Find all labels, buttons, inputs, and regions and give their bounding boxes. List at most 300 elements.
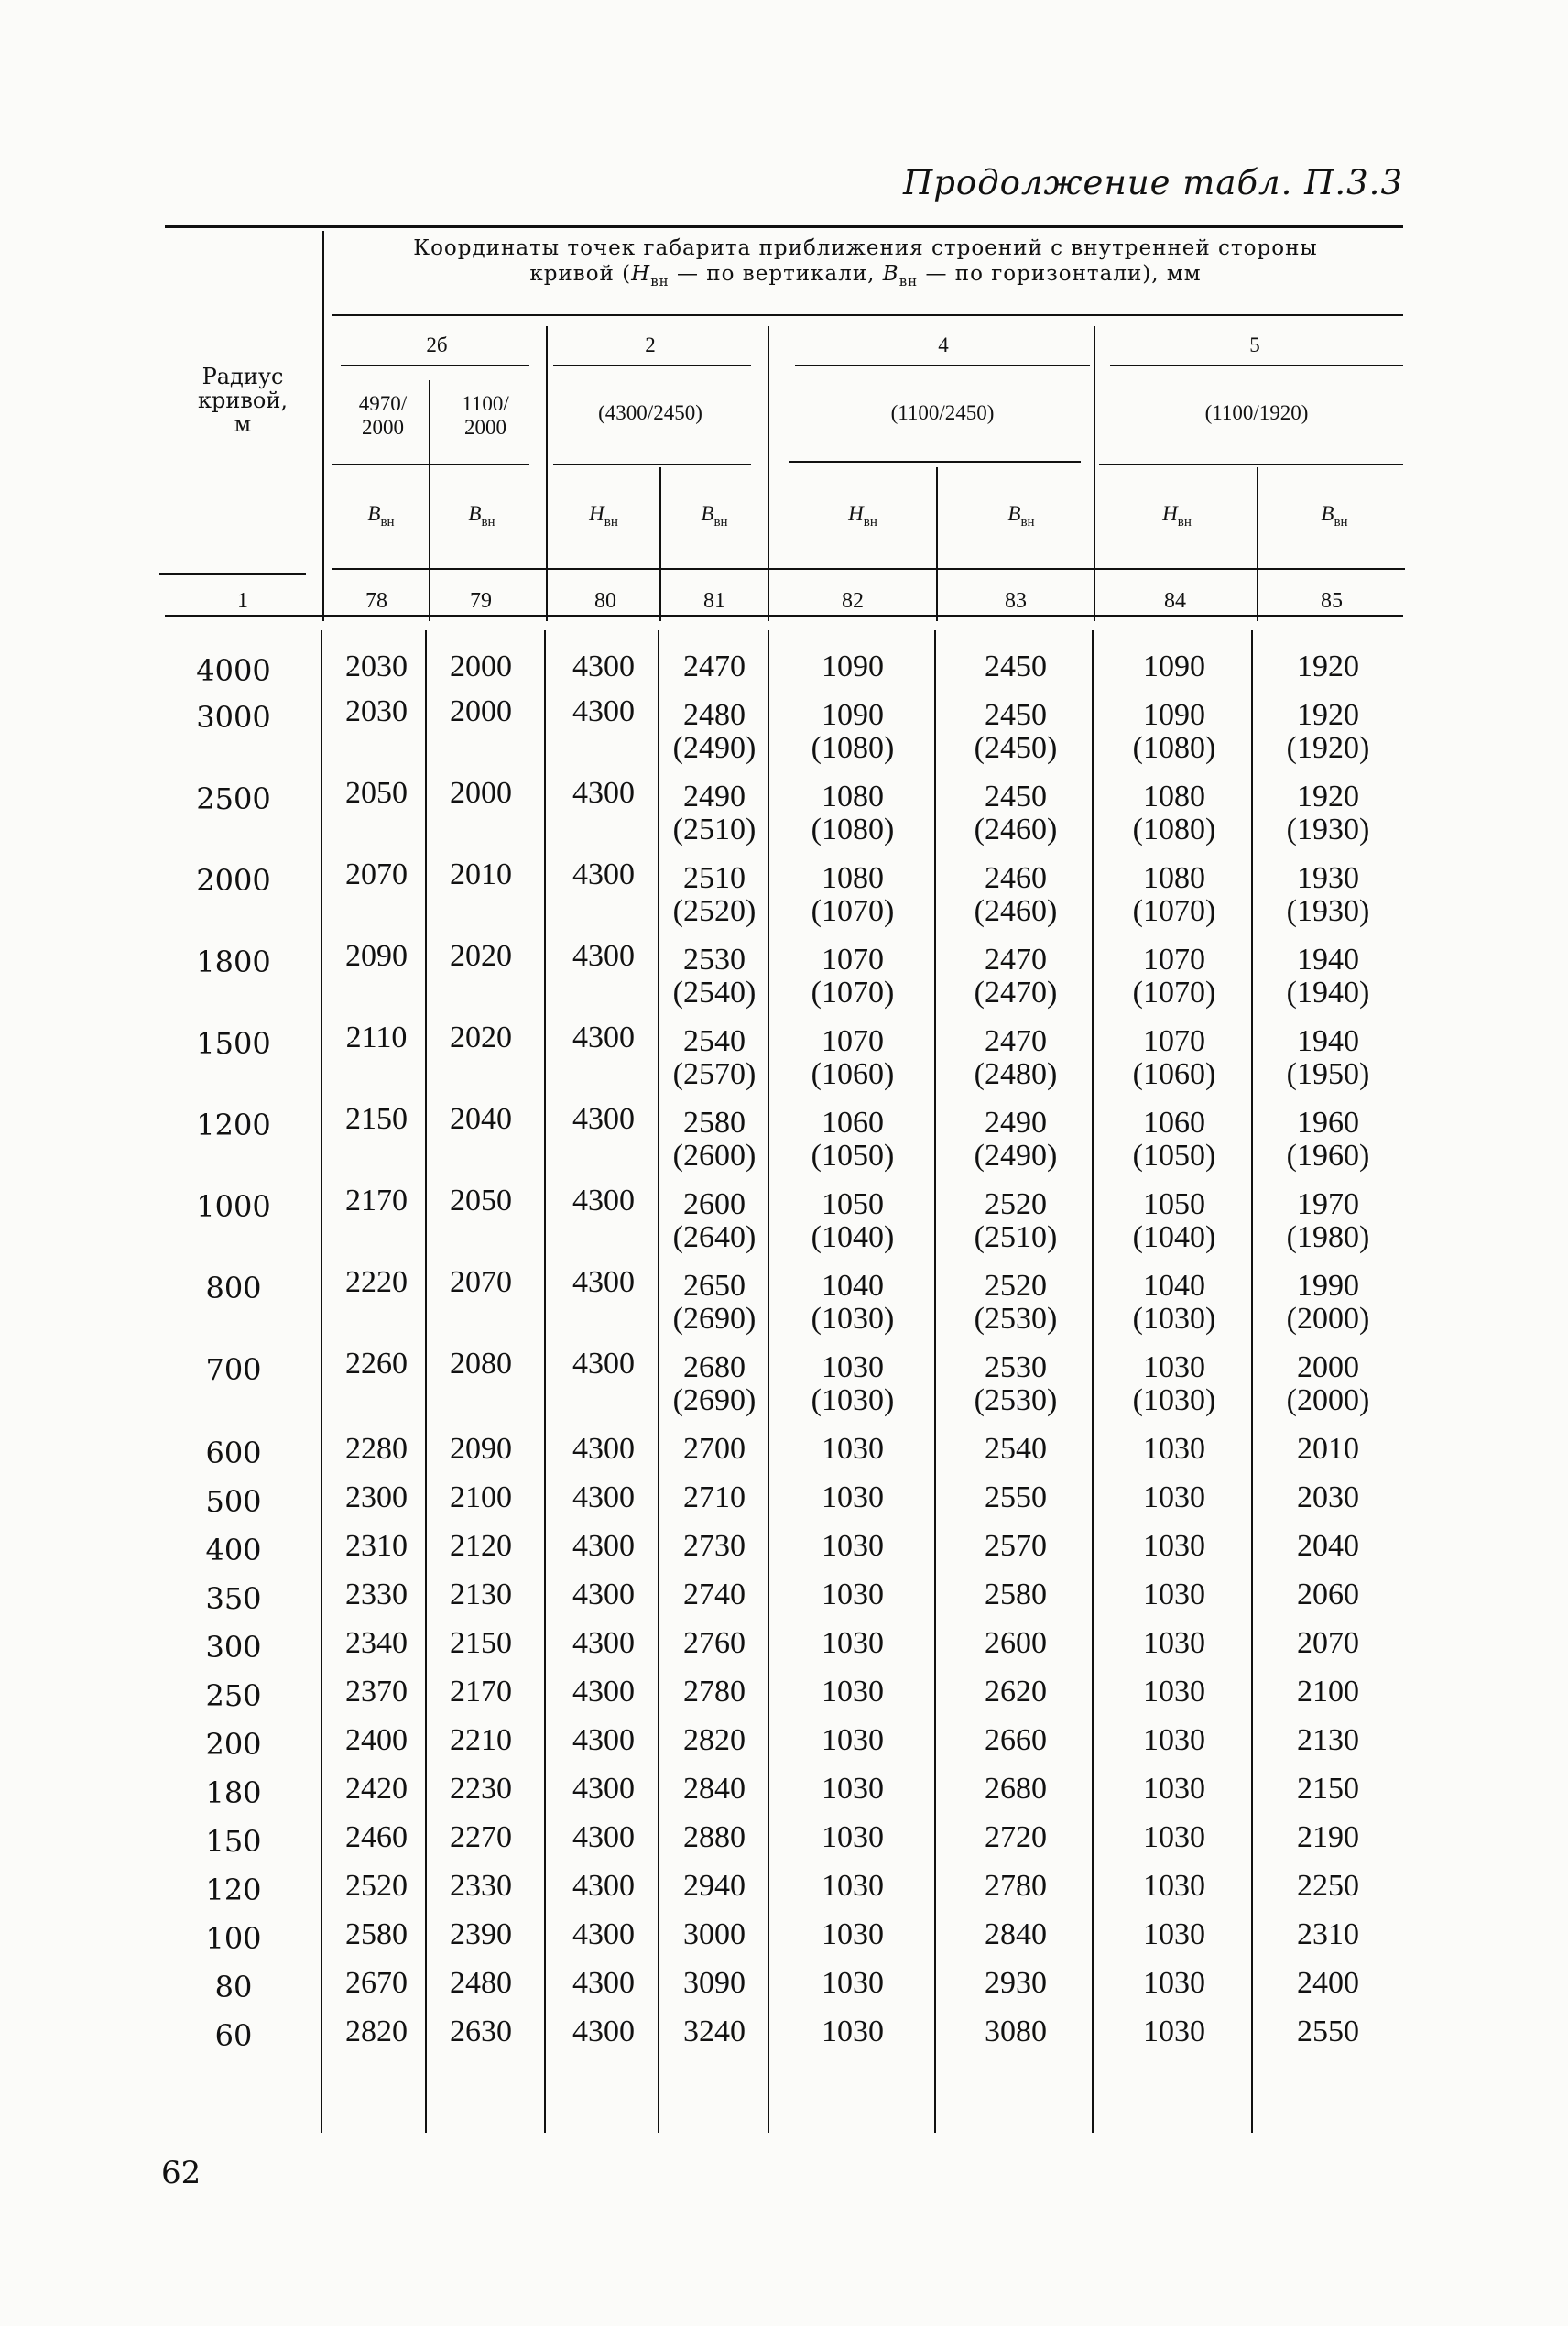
table-cell xyxy=(661,781,768,846)
cell-line: 1030 xyxy=(1143,1723,1205,1757)
table-cell xyxy=(938,1188,1094,1254)
cell-line: 2740 xyxy=(683,1578,746,1611)
table-cell xyxy=(548,1021,659,1054)
cell-line: (2490) xyxy=(672,731,757,765)
dim-1100-2450: (1100/2450) xyxy=(890,401,995,424)
table-cell xyxy=(1255,944,1401,1010)
table-cell xyxy=(938,1481,1094,1514)
cell-line: (2530) xyxy=(974,1383,1058,1417)
row-radius: 60 xyxy=(214,2018,253,2053)
cell-line: 2020 xyxy=(450,1021,512,1054)
table-cell xyxy=(938,1627,1094,1660)
cell-line: 2370 xyxy=(345,1675,408,1709)
table-cell xyxy=(661,944,768,1010)
cell-line: 2490 xyxy=(985,1106,1047,1140)
table-cell xyxy=(661,1578,768,1611)
cell-line: 1030 xyxy=(822,1480,884,1514)
cell-line: 2490 xyxy=(683,780,746,814)
table-cell xyxy=(938,862,1094,928)
cell-line: 1030 xyxy=(1143,1917,1205,1951)
table-cell xyxy=(1255,1270,1401,1336)
cell-line: 2310 xyxy=(1297,1917,1359,1951)
table-cell xyxy=(771,1270,934,1336)
dim-rule xyxy=(1099,464,1403,465)
cell-line: 1060 xyxy=(1143,1106,1205,1140)
cell-line: 4300 xyxy=(572,1869,635,1903)
vline xyxy=(768,326,769,621)
cell-line: 1030 xyxy=(822,1626,884,1660)
cell-line: 1030 xyxy=(822,1723,884,1757)
table-cell xyxy=(661,1724,768,1757)
vline xyxy=(425,630,427,2133)
table-cell xyxy=(938,1025,1094,1091)
table-cell xyxy=(938,944,1094,1010)
cell-line: 1920 xyxy=(1297,650,1359,683)
cell-line: (1030) xyxy=(1132,1383,1216,1417)
cell-line: (2510) xyxy=(974,1220,1058,1254)
group-2: 2 xyxy=(645,333,656,356)
cell-line: 1030 xyxy=(822,2015,884,2048)
cell-line: 2700 xyxy=(683,1432,746,1466)
cell-line: 4300 xyxy=(572,2015,635,2048)
cell-line: 2450 xyxy=(985,780,1047,814)
cell-line: 2720 xyxy=(985,1820,1047,1854)
group-5: 5 xyxy=(1249,333,1260,356)
cell-line: (2600) xyxy=(672,1139,757,1173)
table-cell xyxy=(430,1773,531,1806)
cell-line: 2820 xyxy=(683,1723,746,1757)
cell-line: 1060 xyxy=(822,1106,884,1140)
cell-line: (2570) xyxy=(672,1057,757,1091)
cell-line: 2780 xyxy=(985,1869,1047,1903)
table-cell xyxy=(1095,1918,1253,1951)
cell-line: (2530) xyxy=(974,1302,1058,1336)
cell-line: (2520) xyxy=(672,894,757,928)
dim-1100 xyxy=(440,392,531,440)
table-cell xyxy=(326,1578,427,1611)
cell-line: 1030 xyxy=(822,1578,884,1611)
cell-line: 4300 xyxy=(572,1578,635,1611)
cell-line: 1030 xyxy=(1143,1869,1205,1903)
table-cell xyxy=(771,650,934,683)
cell-line: 2550 xyxy=(985,1480,1047,1514)
table-cell xyxy=(430,1021,531,1054)
cell-line: 2020 xyxy=(450,939,512,973)
table-cell xyxy=(1095,1627,1253,1660)
table-cell xyxy=(1255,1627,1401,1660)
table-cell xyxy=(938,1433,1094,1466)
table-cell xyxy=(1095,1870,1253,1903)
table-cell xyxy=(326,1530,427,1563)
table-cell xyxy=(548,1676,659,1709)
cell-line: 2100 xyxy=(1297,1675,1359,1709)
cell-line: 1070 xyxy=(822,943,884,977)
column-number-rule xyxy=(165,615,1403,617)
radius-label xyxy=(165,365,321,436)
table-cell xyxy=(326,1021,427,1054)
cell-line: 2060 xyxy=(1297,1578,1359,1611)
table-cell xyxy=(771,781,934,846)
cell-line: 2710 xyxy=(683,1480,746,1514)
header-title-line2 xyxy=(325,262,1406,293)
table-cell xyxy=(1255,1025,1401,1091)
cell-line: (1030) xyxy=(1132,1302,1216,1336)
table-cell xyxy=(1255,2015,1401,2048)
vline xyxy=(321,630,322,2133)
cell-line: 2070 xyxy=(1297,1626,1359,1660)
cell-line: 2010 xyxy=(450,857,512,891)
cell-line: (1930) xyxy=(1286,894,1370,928)
col-number-83: 83 xyxy=(1005,589,1027,613)
cell-line: 2100 xyxy=(450,1480,512,1514)
cell-line: 4300 xyxy=(572,1723,635,1757)
dim-rule xyxy=(553,464,751,465)
table-cell xyxy=(326,695,427,728)
cell-line: 2570 xyxy=(985,1529,1047,1563)
table-cell xyxy=(326,1967,427,2000)
dim-1100-1920: (1100/1920) xyxy=(1204,401,1309,424)
table-cell xyxy=(661,1676,768,1709)
cell-line: 2580 xyxy=(683,1106,746,1140)
cell-line: 1030 xyxy=(1143,1578,1205,1611)
cell-line: 1030 xyxy=(1143,2015,1205,2048)
table-cell xyxy=(1255,1433,1401,1466)
table-cell xyxy=(1255,1107,1401,1173)
table-cell xyxy=(1095,1188,1253,1254)
radius-label-line: Радиус xyxy=(201,364,284,389)
cell-line: 2470 xyxy=(683,650,746,683)
var-letter: B xyxy=(1007,502,1021,525)
table-cell xyxy=(1095,1270,1253,1336)
cell-line: 1030 xyxy=(1143,1350,1205,1384)
table-cell xyxy=(661,1107,768,1173)
table-cell xyxy=(1255,1967,1401,2000)
cell-line: 2330 xyxy=(450,1869,512,1903)
table-cell xyxy=(548,1627,659,1660)
cell-line: 1090 xyxy=(822,698,884,732)
col-number-1: 1 xyxy=(237,589,248,613)
cell-line: (1070) xyxy=(811,976,895,1010)
cell-line: 2010 xyxy=(1297,1432,1359,1466)
table-cell xyxy=(1095,1107,1253,1173)
cell-line: 2460 xyxy=(345,1820,408,1854)
dim-rule xyxy=(332,464,441,465)
header-rule xyxy=(332,314,1403,316)
table-cell xyxy=(430,650,531,683)
cell-line: 4300 xyxy=(572,1102,635,1136)
table-cell xyxy=(1095,699,1253,765)
cell-line: 4300 xyxy=(572,1021,635,1054)
cell-line: 2650 xyxy=(683,1269,746,1303)
row-radius: 700 xyxy=(205,1352,262,1387)
cell-line: 2530 xyxy=(683,943,746,977)
table-cell xyxy=(938,1530,1094,1563)
cell-line: 1030 xyxy=(1143,1529,1205,1563)
table-cell xyxy=(661,1627,768,1660)
cell-line: 2090 xyxy=(345,939,408,973)
cell-line: 4300 xyxy=(572,1772,635,1806)
cell-line: 1030 xyxy=(822,1869,884,1903)
dim-rule xyxy=(789,461,1081,463)
cell-line: 1030 xyxy=(822,1432,884,1466)
cell-line: 1090 xyxy=(822,650,884,683)
cell-line: (2540) xyxy=(672,976,757,1010)
cell-line: 2530 xyxy=(985,1350,1047,1384)
cell-line: 2220 xyxy=(345,1265,408,1299)
table-cell xyxy=(771,1676,934,1709)
cell-line: 2040 xyxy=(1297,1529,1359,1563)
cell-line: 1030 xyxy=(822,1529,884,1563)
cell-line: 2520 xyxy=(345,1869,408,1903)
cell-line: 2190 xyxy=(1297,1820,1359,1854)
table-cell xyxy=(1255,1351,1401,1417)
cell-line: 1080 xyxy=(822,861,884,895)
cell-line: 2390 xyxy=(450,1917,512,1951)
vline xyxy=(544,630,546,2133)
row-radius: 400 xyxy=(205,1533,262,1567)
cell-line: (1980) xyxy=(1286,1220,1370,1254)
table-cell xyxy=(938,2015,1094,2048)
subscript: вн xyxy=(1020,515,1035,530)
row-radius: 1800 xyxy=(196,945,271,979)
cell-line: 1030 xyxy=(1143,1480,1205,1514)
cell-line: (1070) xyxy=(1132,894,1216,928)
cell-line: (1070) xyxy=(811,894,895,928)
table-cell xyxy=(1255,1821,1401,1854)
table-cell xyxy=(771,1107,934,1173)
cell-line: (2510) xyxy=(672,813,757,846)
cell-line: 2000 xyxy=(450,776,512,810)
table-cell xyxy=(771,1967,934,2000)
header-text: — по вертикали, xyxy=(669,262,883,286)
cell-line: 2620 xyxy=(985,1675,1047,1709)
header-bottom-rule xyxy=(159,573,306,575)
cell-line: 4300 xyxy=(572,1917,635,1951)
vline xyxy=(546,326,548,621)
table-cell xyxy=(548,1348,659,1381)
table-cell xyxy=(938,1107,1094,1173)
row-radius: 2500 xyxy=(196,781,271,816)
cell-line: (1050) xyxy=(1132,1139,1216,1173)
cell-line: 2580 xyxy=(985,1578,1047,1611)
cell-line: 1080 xyxy=(822,780,884,814)
cell-line: (2470) xyxy=(974,976,1058,1010)
cell-line: 2170 xyxy=(345,1184,408,1218)
table-cell xyxy=(326,1433,427,1466)
col-number-80: 80 xyxy=(594,589,616,613)
table-cell xyxy=(938,1967,1094,2000)
table-cell xyxy=(1095,944,1253,1010)
cell-line: (1070) xyxy=(1132,976,1216,1010)
table-cell xyxy=(1255,1530,1401,1563)
table-cell xyxy=(430,1266,531,1299)
table-cell xyxy=(326,1103,427,1136)
cell-line: 2840 xyxy=(985,1917,1047,1951)
cell-line: 2930 xyxy=(985,1966,1047,2000)
cell-line: 1040 xyxy=(822,1269,884,1303)
table-cell xyxy=(326,2015,427,2048)
row-radius: 2000 xyxy=(196,863,271,898)
table-cell xyxy=(661,1270,768,1336)
table-cell xyxy=(771,1530,934,1563)
cell-line: 2470 xyxy=(985,1024,1047,1058)
cell-line: (1040) xyxy=(1132,1220,1216,1254)
vline xyxy=(934,630,936,2133)
cell-line: 2520 xyxy=(985,1187,1047,1221)
table-cell xyxy=(938,1578,1094,1611)
table-cell xyxy=(661,1967,768,2000)
cell-line: 4300 xyxy=(572,857,635,891)
table-cell xyxy=(1255,1676,1401,1709)
table-cell xyxy=(548,940,659,973)
table-cell xyxy=(1255,699,1401,765)
subscript: вн xyxy=(713,515,728,530)
row-radius: 300 xyxy=(205,1630,262,1665)
table-cell xyxy=(771,1627,934,1660)
table-cell xyxy=(771,1724,934,1757)
row-radius: 1000 xyxy=(196,1189,271,1224)
header-text: — по горизонтали), мм xyxy=(918,262,1202,286)
cell-line: 2210 xyxy=(450,1723,512,1757)
cell-line: 4300 xyxy=(572,939,635,973)
cell-line: 2110 xyxy=(345,1021,408,1054)
vline xyxy=(322,231,324,621)
table-cell xyxy=(1255,862,1401,928)
var-h-84 xyxy=(1099,502,1255,534)
cell-line: 2030 xyxy=(1297,1480,1359,1514)
cell-line: 4300 xyxy=(572,1480,635,1514)
cell-line: 2270 xyxy=(450,1820,512,1854)
radius-label-line: кривой, xyxy=(198,388,288,413)
table-cell xyxy=(430,858,531,891)
cell-line: 1940 xyxy=(1297,1024,1359,1058)
cell-line: (1950) xyxy=(1286,1057,1370,1091)
table-cell xyxy=(326,940,427,973)
cell-line: 1920 xyxy=(1297,780,1359,814)
cell-line: (1080) xyxy=(811,813,895,846)
cell-line: 1960 xyxy=(1297,1106,1359,1140)
cell-line: 2760 xyxy=(683,1626,746,1660)
table-cell xyxy=(1255,1578,1401,1611)
cell-line: (1030) xyxy=(811,1383,895,1417)
table-cell xyxy=(771,1481,934,1514)
cell-line: 4300 xyxy=(572,1675,635,1709)
table-cell xyxy=(430,1530,531,1563)
cell-line: 2280 xyxy=(345,1432,408,1466)
cell-line: (1040) xyxy=(811,1220,895,1254)
cell-line: 1970 xyxy=(1297,1187,1359,1221)
table-cell xyxy=(548,1918,659,1951)
row-radius: 1500 xyxy=(196,1026,271,1061)
cell-line: 2480 xyxy=(450,1966,512,2000)
cell-line: 2680 xyxy=(985,1772,1047,1806)
table-cell xyxy=(326,1870,427,1903)
table-cell xyxy=(938,1724,1094,1757)
table-cell xyxy=(1255,1188,1401,1254)
cell-line: 4300 xyxy=(572,1529,635,1563)
row-radius: 1200 xyxy=(196,1108,271,1142)
dim-rule xyxy=(432,464,529,465)
table-cell xyxy=(1255,1918,1401,1951)
table-cell xyxy=(1095,781,1253,846)
table-cell xyxy=(771,1773,934,1806)
table-cell xyxy=(661,1918,768,1951)
cell-line: 1080 xyxy=(1143,861,1205,895)
table-cell xyxy=(430,940,531,973)
table-cell xyxy=(326,1185,427,1218)
table-cell xyxy=(430,1103,531,1136)
cell-line: 1940 xyxy=(1297,943,1359,977)
subscript: вн xyxy=(380,515,395,530)
table-cell xyxy=(938,699,1094,765)
header-bottom-rule xyxy=(332,568,1405,570)
table-cell xyxy=(548,1870,659,1903)
cell-line: 2480 xyxy=(683,698,746,732)
cell-line: 1030 xyxy=(1143,1626,1205,1660)
cell-line: 2230 xyxy=(450,1772,512,1806)
table-cell xyxy=(1095,862,1253,928)
dim-text: 2000 xyxy=(362,416,404,439)
col-number-78: 78 xyxy=(365,589,387,613)
table-cell xyxy=(548,650,659,683)
table-cell xyxy=(771,1025,934,1091)
cell-line: 2660 xyxy=(985,1723,1047,1757)
row-radius: 350 xyxy=(205,1581,262,1616)
var-letter: H xyxy=(1162,502,1178,525)
cell-line: (2690) xyxy=(672,1302,757,1336)
var-letter: B xyxy=(468,502,482,525)
table-cell xyxy=(661,1025,768,1091)
table-cell xyxy=(771,2015,934,2048)
cell-line: 2150 xyxy=(345,1102,408,1136)
table-cell xyxy=(326,1773,427,1806)
table-cell xyxy=(430,1627,531,1660)
cell-line: 4300 xyxy=(572,776,635,810)
cell-line: 2840 xyxy=(683,1772,746,1806)
vline xyxy=(658,630,659,2133)
subscript: вн xyxy=(481,515,495,530)
vline xyxy=(1257,467,1258,621)
table-cell xyxy=(771,1821,934,1854)
table-cell xyxy=(661,1188,768,1254)
table-cell xyxy=(771,1351,934,1417)
table-caption: Продолжение табл. П.3.3 xyxy=(902,163,1403,202)
table-cell xyxy=(548,695,659,728)
cell-line: 2310 xyxy=(345,1529,408,1563)
table-cell xyxy=(430,1724,531,1757)
cell-line: 2040 xyxy=(450,1102,512,1136)
col-number-79: 79 xyxy=(470,589,492,613)
cell-line: (2450) xyxy=(974,731,1058,765)
group-4: 4 xyxy=(938,333,949,356)
cell-line: 2250 xyxy=(1297,1869,1359,1903)
table-cell xyxy=(430,1578,531,1611)
cell-line: 3240 xyxy=(683,2015,746,2048)
table-cell xyxy=(938,650,1094,683)
row-radius: 3000 xyxy=(196,700,271,735)
table-cell xyxy=(771,1578,934,1611)
row-radius: 4000 xyxy=(196,653,271,688)
cell-line: 2000 xyxy=(1297,1350,1359,1384)
page-number: 62 xyxy=(161,2155,201,2191)
row-radius: 120 xyxy=(205,1873,262,1907)
table-cell xyxy=(938,781,1094,846)
table-cell xyxy=(1095,1724,1253,1757)
cell-line: 2000 xyxy=(450,650,512,683)
cell-line: 2080 xyxy=(450,1347,512,1381)
cell-line: 2880 xyxy=(683,1820,746,1854)
cell-line: 2050 xyxy=(345,776,408,810)
